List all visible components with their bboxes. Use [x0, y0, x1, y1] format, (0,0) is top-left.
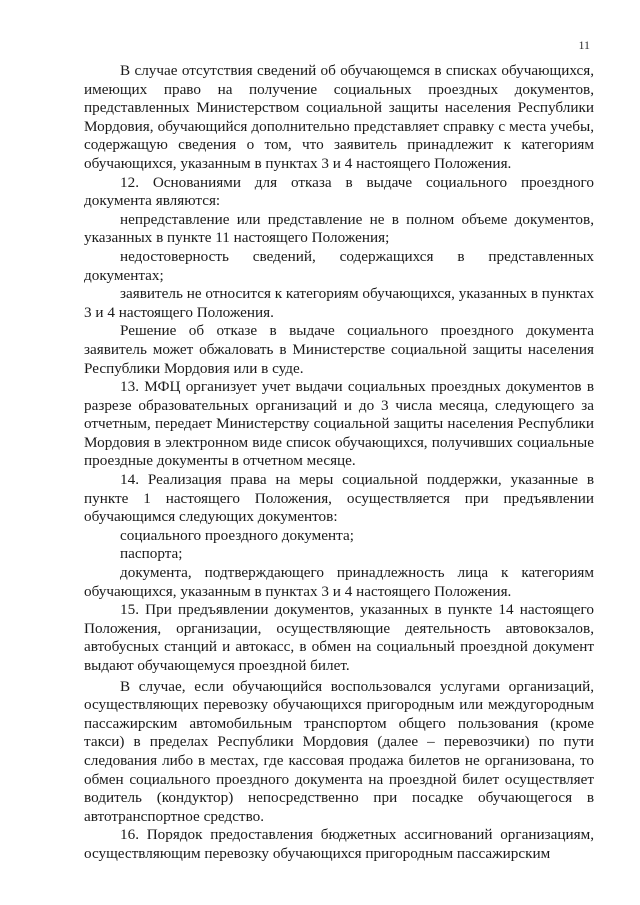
paragraph-13-accounting: 13. МФЦ организует учет выдачи социальных проездных документов в разрезе образовательных организаций и до 3 числа месяца, следующего за отчетным, передает Министерству социальной защиты населения Республики Мордовия в электронном виде список обучающихся, получивших социальные проездные документы в отчетном месяце. — [84, 378, 594, 470]
document-body — [84, 62, 594, 864]
list-item-category-doc: документа, подтверждающего принадлежность лица к категориям обучающихся, указанным в пунктах 3 и 4 настоящего Положения. — [84, 564, 594, 600]
list-item-not-eligible: заявитель не относится к категориям обучающихся, указанных в пунктах 3 и 4 настоящего Положения. — [84, 285, 594, 321]
paragraph-12-grounds: 12. Основаниями для отказа в выдаче социального проездного документа являются: — [84, 173, 594, 210]
paragraph-15-exchange: 15. При предъявлении документов, указанных в пункте 14 настоящего Положения, организации, осуществляющие деятельность автовокзалов, автобусных станций и автокасс, в обмен на социальный проездной документ выдают обучающемуся проездной билет. — [84, 601, 594, 674]
page-number: 11 — [578, 38, 590, 52]
paragraph-16-budget: 16. Порядок предоставления бюджетных ассигнований организациям, осуществляющим перевозку обучающихся пригородным пассажирским — [84, 826, 594, 862]
paragraph-missing-info: В случае отсутствия сведений об обучающемся в списках обучающихся, имеющих право на получение социальных проездных документов, представленных Министерством социальной защиты населения Республики Мордовия, обучающийся дополнительно представляет справку с места учебы, содержащую сведения о том, что заявитель принадлежит к категориям обучающихся, указанным в пунктах 3 и 4 настоящего Положения. — [84, 62, 594, 172]
paragraph-14-rights: 14. Реализация права на меры социальной поддержки, указанные в пункте 1 настоящего Положения, осуществляется при предъявлении обучающимся следующих документов: — [84, 471, 594, 526]
paragraph-carrier-exchange: В случае, если обучающийся воспользовался услугами организаций, осуществляющих перевозку обучающихся пригородным или междугородным пассажирским автомобильным транспортом общего пользования (кроме такси) в пределах Республики Мордовия (далее – перевозчики) по пути следования либо в местах, где кассовая продажа билетов не организована, то обмен социального проездного документа на проездной билет осуществляет водитель (кондуктор) непосредственно при посадке обучающегося в автотранспортное средство. — [84, 677, 594, 825]
list-item-passport: паспорта; — [120, 545, 183, 563]
list-item-incomplete-docs: непредставление или представление не в полном объеме документов, указанных в пункте 11 настоящего Положения; — [84, 210, 594, 247]
list-item-unreliable-info: недостоверность сведений, содержащихся в представленных документах; — [84, 247, 594, 284]
paragraph-appeal: Решение об отказе в выдаче социального проездного документа заявитель может обжаловать в Министерстве социальной защиты населения Республики Мордовия или в суде. — [84, 322, 594, 377]
list-item-travel-doc: социального проездного документа; — [120, 526, 354, 544]
